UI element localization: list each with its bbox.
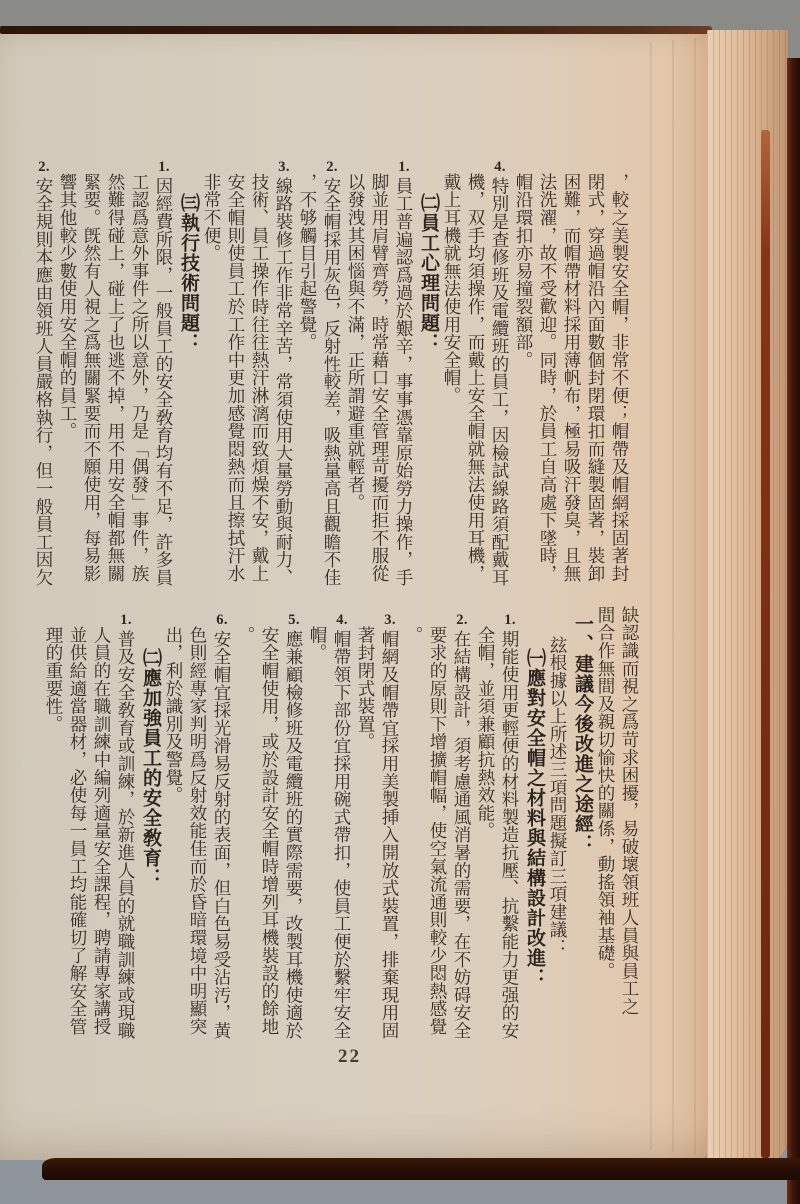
text-column-body2 — [306, 600, 330, 1058]
item-number: 1. — [158, 159, 170, 175]
column-text: 期能使用更輕便的材料製造抗壓、抗繫能力更强的安 — [500, 630, 520, 1040]
column-text: 特別是查修班及電纜班的員工，因檢試線路須配戴耳 — [490, 177, 510, 587]
bottom-text-block — [42, 600, 642, 1058]
column-text: 缺認識而視之爲苛求困擾，易破壞領班人員與員工之 — [620, 606, 640, 1016]
column-text: ㈡應加強員工的安全敎育： — [140, 648, 161, 888]
text-column-body2 — [402, 600, 426, 1058]
text-column-body — [584, 155, 608, 602]
item-number: 4. — [336, 612, 348, 628]
column-text: 要求的原則下增擴帽幅，使空氣流通則較少悶熱感覺 — [428, 626, 448, 1036]
text-column-body — [296, 155, 320, 602]
text-column-body2 — [258, 600, 282, 1058]
column-text: 然難得碰上，碰上了也逃不掉，用不用安全帽都無關 — [106, 173, 126, 583]
text-column-header — [176, 155, 200, 602]
text-column-item — [210, 600, 234, 1058]
column-text: 出，利於識別及警覺。 — [164, 626, 184, 804]
column-text: 。 — [236, 626, 256, 644]
item-number: 1. — [120, 612, 132, 628]
text-column-sub — [546, 600, 570, 1058]
text-column-body — [56, 155, 80, 602]
text-column-body — [440, 155, 464, 602]
page-edge-maroon-stripe — [761, 130, 770, 1158]
column-text: 線路裝修工作非常辛苦，常須使用大量勞動與耐力、 — [274, 177, 294, 587]
text-column-body — [368, 155, 392, 602]
text-column-item — [320, 155, 344, 602]
column-text: 因經費所限，一般員工的安全敎育均有不足，許多員 — [154, 177, 174, 587]
book-cover-right — [787, 58, 800, 1204]
text-column-body — [104, 155, 128, 602]
item-number: 2. — [456, 612, 468, 628]
column-text: 脚並用肩臂齊勞，時常藉口安全管理苛擾而拒不服從 — [370, 173, 390, 583]
column-text: 間合作無間及親切愉快的關係，動搖領袖基礎。 — [596, 606, 616, 980]
text-column-item — [392, 155, 416, 602]
text-column-body — [464, 155, 488, 602]
text-column-body2 — [162, 600, 186, 1058]
column-text: 帽。 — [308, 626, 328, 662]
column-text: 安全帽則使員工於工作中更加感覺悶熱而且擦拭汗水 — [226, 173, 246, 583]
item-number: 4. — [494, 159, 506, 175]
book-cover-bottom — [42, 1158, 800, 1180]
text-column-body2 — [90, 600, 114, 1058]
column-text: 帽沿環扣亦易撞裂額部。 — [514, 173, 534, 369]
text-column-item — [282, 600, 306, 1058]
text-column-header — [138, 600, 162, 1058]
column-text: 非常不便。 — [202, 173, 222, 262]
text-column-item — [114, 600, 138, 1058]
item-number: 1. — [504, 612, 516, 628]
column-text: 安全規則本應由領班人員嚴格執行，但一般員工因欠 — [34, 177, 54, 587]
text-column-body2 — [426, 600, 450, 1058]
text-column-body2 — [42, 600, 66, 1058]
text-column-header — [416, 155, 440, 602]
column-text: 困難，而帽帶材料採用薄帆布，極易吸汗發臭，且無 — [562, 173, 582, 583]
text-column-item — [272, 155, 296, 602]
column-text: 法洗濯，故不受歡迎。同時，於員工自高處下墜時， — [538, 173, 558, 583]
text-column-body — [618, 600, 642, 1058]
text-column-body2 — [354, 600, 378, 1058]
column-text: 全帽，並須兼顧抗熱效能。 — [476, 626, 496, 840]
column-text: 技術、員工操作時往往熱汗淋漓而致煩燥不安，戴上 — [250, 173, 270, 583]
text-column-body — [536, 155, 560, 602]
column-text: 閉式，穿過帽沿內面數個封閉環扣而縫製固著，裝卸 — [586, 173, 606, 583]
column-text: 在結構設計，須考慮通風消暑的需要，在不妨碍安全 — [452, 630, 472, 1040]
column-text: 安全帽使用，或於設計安全帽時增列耳機裝設的餘地 — [260, 626, 280, 1036]
text-column-body — [560, 155, 584, 602]
text-column-body — [594, 600, 618, 1058]
text-column-body — [344, 155, 368, 602]
text-column-item — [378, 600, 402, 1058]
text-column-body — [512, 155, 536, 602]
item-number: 6. — [216, 612, 228, 628]
text-column-body — [248, 155, 272, 602]
text-column-body — [128, 155, 152, 602]
column-text: ，較之美製安全帽，非常不便；帽帶及帽網採固著封 — [610, 173, 630, 583]
text-column-body — [224, 155, 248, 602]
page-curve-line — [672, 40, 674, 1152]
column-text: 安全帽採用灰色，反射性較差，吸熱量高且觀瞻不佳 — [322, 177, 342, 587]
text-column-item — [32, 155, 56, 602]
text-column-item — [498, 600, 522, 1058]
item-number: 2. — [326, 159, 338, 175]
column-text: 玆根據以上所述三項問題擬訂三項建議： — [548, 636, 568, 957]
item-number: 1. — [398, 159, 410, 175]
column-text: 戴上耳機就無法使用安全帽。 — [442, 173, 462, 405]
text-column-item — [488, 155, 512, 602]
text-column-section — [570, 600, 594, 1058]
text-column-item — [330, 600, 354, 1058]
text-column-body2 — [66, 600, 90, 1058]
column-text: 一、建議今後改進之途經： — [572, 614, 593, 854]
text-column-header — [522, 600, 546, 1058]
column-text: 緊要。旣然有人視之爲無關緊要而不願使用，每易影 — [82, 173, 102, 583]
text-column-body2 — [186, 600, 210, 1058]
item-number: 3. — [384, 612, 396, 628]
top-text-block — [32, 155, 632, 602]
text-column-item — [152, 155, 176, 602]
column-text: 機，双手均須操作，而戴上安全帽就無法使用耳機， — [466, 173, 486, 583]
column-text: 帽網及帽帶宜採用美製挿入開放式裝置，排棄現用固 — [380, 630, 400, 1040]
column-text: ㈠應對安全帽之材料與結構設計改進： — [524, 648, 545, 988]
column-text: ㈢執行技術問題： — [178, 193, 199, 353]
text-column-item — [450, 600, 474, 1058]
item-number: 5. — [288, 612, 300, 628]
column-text: 員工普遍認爲過於艱辛，事事憑靠原始勞力操作，手 — [394, 177, 414, 587]
column-text: 工認爲意外事件之所以意外，乃是「偶發」事件，族 — [130, 173, 150, 583]
item-number: 2. — [38, 159, 50, 175]
text-column-body — [80, 155, 104, 602]
column-text: 帽帶領下部份宜採用碗式帶扣，使員工便於繫牢安全 — [332, 630, 352, 1040]
column-text: ㈡員工心理問題： — [418, 193, 439, 353]
column-text: ，不够觸目引起警覺。 — [298, 173, 318, 351]
column-text: 著封閉式裝置。 — [356, 626, 376, 751]
column-text: 普及安全敎育或訓練，於新進人員的就職訓練或現職 — [116, 630, 136, 1040]
column-text: 以發洩其困惱與不滿，正所謂避重就輕者。 — [346, 173, 366, 512]
page-curve-line — [650, 42, 652, 1150]
column-text: 安全帽宜採光滑易反射的表面，但白色易受沾汚，黃 — [212, 630, 232, 1040]
page-edges-stack — [707, 30, 788, 1166]
column-text: 響其他較少數使用安全帽的員工。 — [58, 173, 78, 440]
item-number: 3. — [278, 159, 290, 175]
page-number: 22 — [338, 1046, 361, 1067]
text-column-body2 — [474, 600, 498, 1058]
column-text: 並供給適當器材，必使每一員工均能確切了解安全管 — [68, 626, 88, 1036]
text-column-body — [608, 155, 632, 602]
column-text: 。 — [404, 626, 424, 644]
book-page — [0, 32, 707, 1160]
text-column-body2 — [234, 600, 258, 1058]
column-text: 應兼顧檢修班及電纜班的實際需要，改製耳機使適於 — [284, 630, 304, 1040]
page-top-edge — [0, 26, 712, 34]
column-text: 人員的在職訓練中編列適量安全課程，聘請專家講授 — [92, 626, 112, 1036]
column-text: 理的重要性。 — [44, 626, 64, 733]
text-column-body — [200, 155, 224, 602]
column-text: 色則經專家判明爲反射效能佳而於昏暗環境中明顯突 — [188, 626, 208, 1036]
page-curve-line — [694, 38, 696, 1154]
